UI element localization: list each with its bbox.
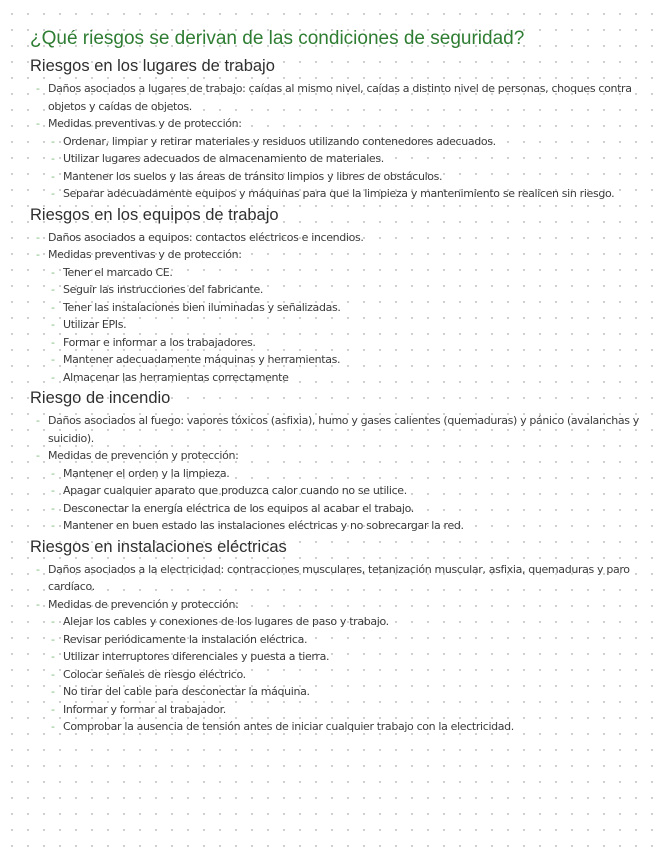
bullet-text: Seguir las instrucciones del fabricante. bbox=[63, 283, 264, 296]
bullet-dash-icon: - bbox=[51, 318, 55, 331]
bullet-dash-icon: - bbox=[51, 466, 55, 480]
section-list bbox=[30, 561, 644, 736]
bullet-dash-icon: - bbox=[51, 519, 55, 532]
bullet-dash-icon: - bbox=[51, 300, 55, 314]
bullet-text: Ordenar, limpiar y retirar materiales y residuos utilizando contenedores adecuados. bbox=[63, 134, 496, 148]
risk-section bbox=[30, 388, 644, 535]
bullet-dash-icon: - bbox=[51, 632, 55, 646]
bullet-dash-icon: - bbox=[51, 187, 55, 200]
damages-item bbox=[30, 412, 644, 447]
bullet-dash-icon: - bbox=[51, 283, 55, 296]
measure-item bbox=[30, 666, 644, 684]
bullet-text: Desconectar la energía eléctrica de los equipos al acabar el trabajo. bbox=[63, 501, 414, 515]
measure-item bbox=[30, 613, 644, 631]
bullet-dash-icon: - bbox=[51, 685, 55, 698]
bullet-text: Utilizar EPIs. bbox=[63, 318, 127, 331]
bullet-text: Revisar periódicamente la instalación eléctrica. bbox=[63, 632, 308, 646]
damages-item bbox=[30, 229, 644, 247]
bullet-dash-icon: - bbox=[51, 484, 55, 497]
damages-item bbox=[30, 561, 644, 596]
section-heading: Riesgo de incendio bbox=[30, 389, 171, 407]
measure-item bbox=[30, 299, 644, 317]
bullet-text: Apagar cualquier aparato que produzca calor cuando no se utilice. bbox=[63, 484, 407, 497]
measures-label-item bbox=[30, 447, 644, 465]
measure-item bbox=[30, 281, 644, 299]
bullet-dash-icon: - bbox=[36, 414, 40, 427]
damages-item bbox=[30, 80, 644, 115]
bullet-text: Tener el marcado CE. bbox=[63, 265, 173, 279]
bullet-text: Mantener los suelos y las áreas de tránsito limpios y libres de obstáculos. bbox=[63, 169, 443, 183]
bullet-text: Medidas de prevención y protección: bbox=[48, 449, 239, 462]
bullet-text: Medidas preventivas y de protección: bbox=[48, 248, 242, 261]
measure-item bbox=[30, 369, 644, 387]
risk-section bbox=[30, 537, 644, 736]
bullet-dash-icon: - bbox=[51, 720, 55, 733]
bullet-dash-icon: - bbox=[51, 335, 55, 349]
bullet-text: Daños asociados al fuego: vapores tóxicos (asfixia), humo y gases calientes (quemaduras) y pánico (avalanchas y suicidio). bbox=[48, 414, 639, 445]
bullet-dash-icon: - bbox=[36, 82, 40, 95]
bullet-dash-icon: - bbox=[51, 134, 55, 148]
section-list bbox=[30, 229, 644, 387]
section-heading: Riesgos en instalaciones eléctricas bbox=[30, 537, 287, 556]
section-heading: Riesgos en los lugares de trabajo bbox=[30, 57, 275, 75]
risk-section bbox=[30, 205, 644, 387]
bullet-dash-icon: - bbox=[36, 562, 40, 576]
bullet-text: Alejar los cables y conexiones de los lugares de paso y trabajo. bbox=[63, 615, 389, 628]
measure-item bbox=[30, 168, 644, 186]
bullet-text: No tirar del cable para desconectar la máquina. bbox=[63, 685, 310, 698]
measures-label-item bbox=[30, 246, 644, 264]
measure-item bbox=[30, 683, 644, 701]
bullet-dash-icon: - bbox=[36, 230, 40, 244]
bullet-dash-icon: - bbox=[36, 449, 40, 462]
bullet-text: Daños asociados a equipos: contactos eléctricos e incendios. bbox=[48, 230, 364, 244]
measure-item bbox=[30, 500, 644, 518]
section-list bbox=[30, 412, 644, 535]
bullet-dash-icon: - bbox=[51, 370, 55, 384]
measure-item bbox=[30, 334, 644, 352]
measure-item bbox=[30, 465, 644, 483]
bullet-text: Almacenar las herramientas correctamente bbox=[63, 370, 289, 384]
bullet-text: Mantener en buen estado las instalaciones eléctricas y no sobrecargar la red. bbox=[63, 519, 464, 532]
bullet-text: Daños asociados a la electricidad: contracciones musculares, tetanización muscular, asfixia, quemaduras y paro cardíaco. bbox=[48, 562, 630, 593]
bullet-text: Medidas preventivas y de protección: bbox=[48, 117, 242, 130]
measures-label-item bbox=[30, 596, 644, 614]
bullet-text: Tener las instalaciones bien iluminadas y señalizadas. bbox=[63, 300, 341, 314]
measure-item bbox=[30, 133, 644, 151]
measure-item bbox=[30, 351, 644, 369]
bullet-text: Comprobar la ausencia de tensión antes de iniciar cualquier trabajo con la electricidad. bbox=[63, 720, 514, 733]
measures-label-item bbox=[30, 115, 644, 133]
bullet-text: Separar adecuadamente equipos y máquinas para que la limpieza y mantenimiento se realicen sin riesgo. bbox=[63, 187, 615, 200]
bullet-text: Daños asociados a lugares de trabajo: caídas al mismo nivel, caídas a distinto nivel de personas, choques contra objetos y caídas de objetos. bbox=[48, 82, 632, 113]
bullet-text: Formar e informar a los trabajadores. bbox=[63, 335, 256, 349]
section-list bbox=[30, 80, 644, 203]
bullet-dash-icon: - bbox=[51, 650, 55, 663]
bullet-dash-icon: - bbox=[51, 353, 55, 366]
bullet-text: Mantener adecuadamente máquinas y herramientas. bbox=[63, 353, 341, 366]
measure-item bbox=[30, 718, 644, 736]
bullet-dash-icon: - bbox=[51, 152, 55, 165]
risk-section bbox=[30, 56, 644, 203]
measure-item bbox=[30, 185, 644, 203]
bullet-dash-icon: - bbox=[36, 248, 40, 261]
bullet-dash-icon: - bbox=[36, 597, 40, 611]
measure-item bbox=[30, 648, 644, 666]
bullet-text: Informar y formar al trabajador. bbox=[63, 702, 226, 716]
bullet-text: Utilizar lugares adecuados de almacenamiento de materiales. bbox=[63, 152, 384, 165]
bullet-dash-icon: - bbox=[51, 501, 55, 515]
measure-item bbox=[30, 482, 644, 500]
measure-item bbox=[30, 150, 644, 168]
bullet-dash-icon: - bbox=[51, 169, 55, 183]
bullet-dash-icon: - bbox=[51, 265, 55, 279]
measure-item bbox=[30, 701, 644, 719]
bullet-text: Colocar señales de riesgo eléctrico. bbox=[63, 667, 246, 681]
bullet-dash-icon: - bbox=[36, 117, 40, 130]
section-heading: Riesgos en los equipos de trabajo bbox=[30, 205, 279, 224]
page-title: ¿Qué riesgos se derivan de las condiciones de seguridad? bbox=[30, 28, 525, 49]
measure-item bbox=[30, 316, 644, 334]
bullet-text: Mantener el orden y la limpieza. bbox=[63, 466, 230, 480]
measure-item bbox=[30, 517, 644, 535]
bullet-dash-icon: - bbox=[51, 667, 55, 681]
bullet-dash-icon: - bbox=[51, 702, 55, 716]
bullet-text: Utilizar interruptores diferenciales y puesta a tierra. bbox=[63, 650, 330, 663]
sections-container bbox=[30, 56, 644, 736]
measure-item bbox=[30, 264, 644, 282]
bullet-text: Medidas de prevención y protección: bbox=[48, 597, 239, 611]
measure-item bbox=[30, 631, 644, 649]
bullet-dash-icon: - bbox=[51, 615, 55, 628]
